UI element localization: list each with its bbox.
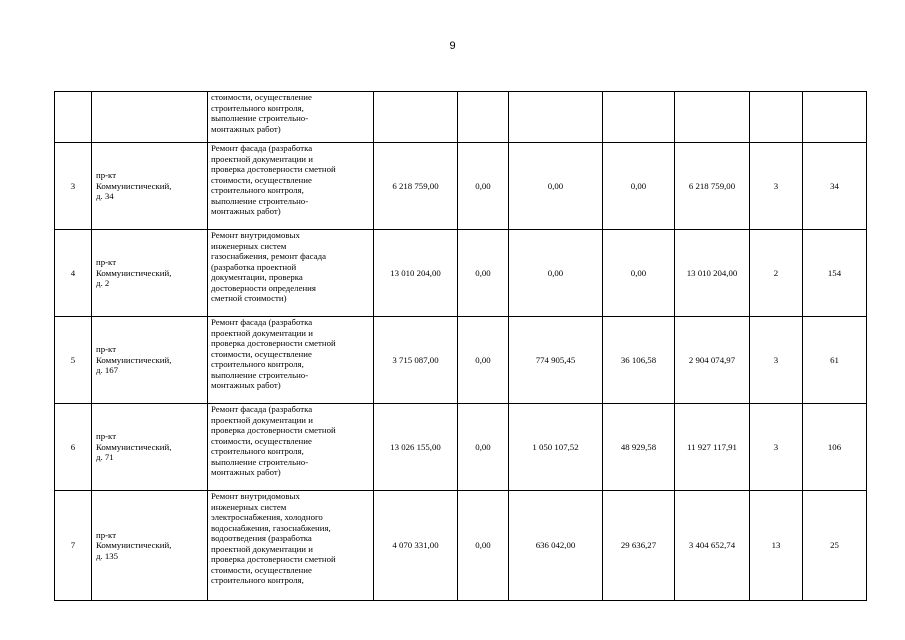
work-description-cell — [208, 317, 374, 404]
address-line: Коммунистический, — [96, 441, 172, 452]
value-cell-c3: 0,00 — [603, 230, 675, 317]
value-cell-total: 13 010 204,00 — [374, 230, 458, 317]
value-cell-c4: 3 404 652,74 — [675, 491, 750, 601]
address-cell — [92, 230, 208, 317]
value-cell-c6: 25 — [803, 491, 867, 601]
value-cell-c1: 0,00 — [458, 317, 509, 404]
address-line: д. 2 — [96, 278, 110, 289]
address-line: пр-кт — [96, 431, 117, 442]
value-cell-c3 — [603, 92, 675, 143]
value-cell-c3: 36 106,58 — [603, 317, 675, 404]
work-description-line: проектной документации и — [211, 153, 313, 164]
work-description-line: Ремонт фасада (разработка — [211, 404, 313, 414]
address-line: Коммунистический, — [96, 540, 172, 551]
value-cell-c2: 636 042,00 — [509, 491, 603, 601]
address-line: пр-кт — [96, 529, 117, 540]
address-cell — [92, 491, 208, 601]
table-row — [55, 404, 867, 491]
row-number-cell: 7 — [55, 491, 92, 601]
value-cell-c2: 1 050 107,52 — [509, 404, 603, 491]
work-description-line: документации, проверка — [211, 272, 303, 282]
work-description-line: строительного контроля, — [211, 185, 304, 195]
value-cell-c6: 34 — [803, 143, 867, 230]
value-cell-c6: 61 — [803, 317, 867, 404]
work-description-line: стоимости, осуществление — [211, 348, 312, 359]
value-cell-c5: 3 — [750, 143, 803, 230]
value-cell-c4: 13 010 204,00 — [675, 230, 750, 317]
work-description-line: водоснабжения, газоснабжения, — [211, 522, 331, 533]
work-description-line: выполнение строительно- — [211, 113, 309, 123]
value-cell-total: 4 070 331,00 — [374, 491, 458, 601]
table-row — [55, 92, 867, 143]
address-cell — [92, 317, 208, 404]
value-cell-c3: 48 929,58 — [603, 404, 675, 491]
value-cell-c5 — [750, 92, 803, 143]
value-cell-total: 6 218 759,00 — [374, 143, 458, 230]
value-cell-c3: 0,00 — [603, 143, 675, 230]
work-description-cell — [208, 404, 374, 491]
work-description-line: инженерных систем — [211, 240, 287, 251]
repair-works-table — [54, 91, 867, 601]
work-description-line: проектной документации и — [211, 543, 313, 554]
address-line: д. 167 — [96, 365, 119, 376]
table-row — [55, 317, 867, 404]
address-line: Коммунистический, — [96, 267, 172, 278]
address-line: пр-кт — [96, 170, 117, 181]
work-description-line: проверка достоверности сметной — [211, 554, 336, 564]
work-description-line: монтажных работ) — [211, 123, 281, 134]
value-cell-c5: 3 — [750, 317, 803, 404]
work-description-line: выполнение строительно- — [211, 369, 309, 380]
work-description-line: выполнение строительно- — [211, 195, 309, 206]
work-description-line: проектной документации и — [211, 327, 313, 338]
address-cell — [92, 92, 208, 143]
work-description-cell — [208, 491, 374, 601]
address-line: пр-кт — [96, 257, 117, 268]
work-description-line: проверка достоверности сметной — [211, 425, 336, 435]
work-description-line: строительного контроля, — [211, 446, 304, 456]
row-number-cell: 6 — [55, 404, 92, 491]
work-description-line: стоимости, осуществление — [211, 564, 312, 575]
value-cell-c1 — [458, 92, 509, 143]
row-number-cell: 5 — [55, 317, 92, 404]
work-description-line: проверка достоверности сметной — [211, 338, 336, 348]
page-number: 9 — [449, 40, 456, 52]
work-description-cell — [208, 92, 374, 143]
work-description-line: (разработка проектной — [211, 261, 297, 272]
value-cell-c2: 0,00 — [509, 230, 603, 317]
value-cell-c5: 3 — [750, 404, 803, 491]
work-description-cell — [208, 143, 374, 230]
value-cell-c6 — [803, 92, 867, 143]
value-cell-total: 3 715 087,00 — [374, 317, 458, 404]
value-cell-c3: 29 636,27 — [603, 491, 675, 601]
work-description-line: сметной стоимости) — [211, 293, 287, 303]
work-description-line: инженерных систем — [211, 501, 287, 512]
work-description-cell — [208, 230, 374, 317]
value-cell-c6: 154 — [803, 230, 867, 317]
work-description-line: выполнение строительно- — [211, 456, 309, 467]
work-description-line: Ремонт фасада (разработка — [211, 317, 313, 327]
value-cell-c1: 0,00 — [458, 230, 509, 317]
work-description-line: стоимости, осуществление — [211, 435, 312, 446]
address-line: д. 135 — [96, 550, 119, 561]
address-line: пр-кт — [96, 344, 117, 355]
value-cell-c5: 13 — [750, 491, 803, 601]
work-description-line: строительного контроля, — [211, 102, 304, 113]
value-cell-total — [374, 92, 458, 143]
work-description-line: проектной документации и — [211, 414, 313, 425]
value-cell-c2 — [509, 92, 603, 143]
value-cell-c1: 0,00 — [458, 491, 509, 601]
address-line: д. 34 — [96, 191, 114, 202]
work-description-line: Ремонт внутридомовых — [211, 230, 300, 240]
value-cell-c2: 774 905,45 — [509, 317, 603, 404]
value-cell-c4: 6 218 759,00 — [675, 143, 750, 230]
work-description-line: строительного контроля, — [211, 359, 304, 369]
work-description-line: электроснабжения, холодного — [211, 512, 323, 522]
work-description-line: стоимости, осуществление — [211, 174, 312, 185]
work-description-line: строительного контроля, — [211, 575, 304, 585]
table-body — [55, 92, 867, 601]
value-cell-c1: 0,00 — [458, 404, 509, 491]
value-cell-c4: 11 927 117,91 — [675, 404, 750, 491]
work-description-line: Ремонт фасада (разработка — [211, 143, 313, 153]
work-description-line: Ремонт внутридомовых — [211, 491, 300, 501]
table-row — [55, 230, 867, 317]
work-description-line: газоснабжения, ремонт фасада — [211, 251, 326, 261]
work-description-line: достоверности определения — [211, 282, 316, 293]
work-description-line: монтажных работ) — [211, 380, 281, 390]
value-cell-c1: 0,00 — [458, 143, 509, 230]
value-cell-c4: 2 904 074,97 — [675, 317, 750, 404]
work-description-line: монтажных работ) — [211, 206, 281, 216]
address-cell — [92, 143, 208, 230]
row-number-cell: 4 — [55, 230, 92, 317]
work-description-line: монтажных работ) — [211, 467, 281, 477]
work-description-line: водоотведения (разработка — [211, 533, 312, 543]
address-line: Коммунистический, — [96, 354, 172, 365]
value-cell-total: 13 026 155,00 — [374, 404, 458, 491]
table-row — [55, 143, 867, 230]
address-line: д. 71 — [96, 452, 114, 463]
address-cell — [92, 404, 208, 491]
value-cell-c5: 2 — [750, 230, 803, 317]
value-cell-c2: 0,00 — [509, 143, 603, 230]
value-cell-c6: 106 — [803, 404, 867, 491]
row-number-cell: 3 — [55, 143, 92, 230]
address-line: Коммунистический, — [96, 180, 172, 191]
work-description-line: проверка достоверности сметной — [211, 164, 336, 174]
table-row — [55, 491, 867, 601]
work-description-line: стоимости, осуществление — [211, 92, 312, 102]
value-cell-c4 — [675, 92, 750, 143]
row-number-cell — [55, 92, 92, 143]
